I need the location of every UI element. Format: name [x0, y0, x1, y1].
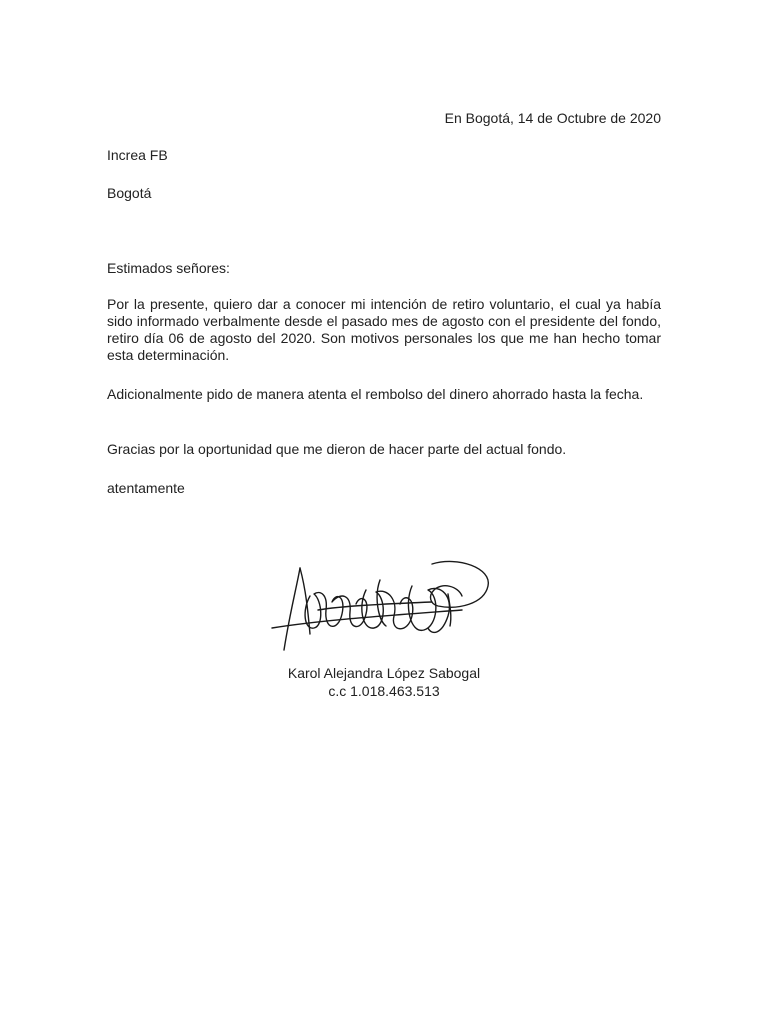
body-paragraph-3: Gracias por la oportunidad que me dieron de hacer parte del actual fondo. — [107, 441, 567, 457]
handwritten-signature — [262, 550, 502, 665]
salutation: Estimados señores: — [107, 260, 230, 276]
body-paragraph-1: Por la presente, quiero dar a conocer mi intención de retiro voluntario, el cual ya había sido informado verbalmente desde el pasado mes de agosto con el presidente del fondo, retiro día 06 de agosto del 2020. Son motivos personales los que me han hecho tomar esta determinación. — [107, 296, 661, 363]
recipient-name: Increa FB — [107, 147, 168, 163]
signer-id: c.c 1.018.463.513 — [328, 683, 440, 699]
signer-name: Karol Alejandra López Sabogal — [287, 665, 481, 681]
body-paragraph-2: Adicionalmente pido de manera atenta el rembolso del dinero ahorrado hasta la fecha. — [107, 386, 644, 402]
closing: atentamente — [107, 480, 185, 496]
recipient-city: Bogotá — [107, 185, 152, 201]
date-line: En Bogotá, 14 de Octubre de 2020 — [444, 110, 661, 126]
